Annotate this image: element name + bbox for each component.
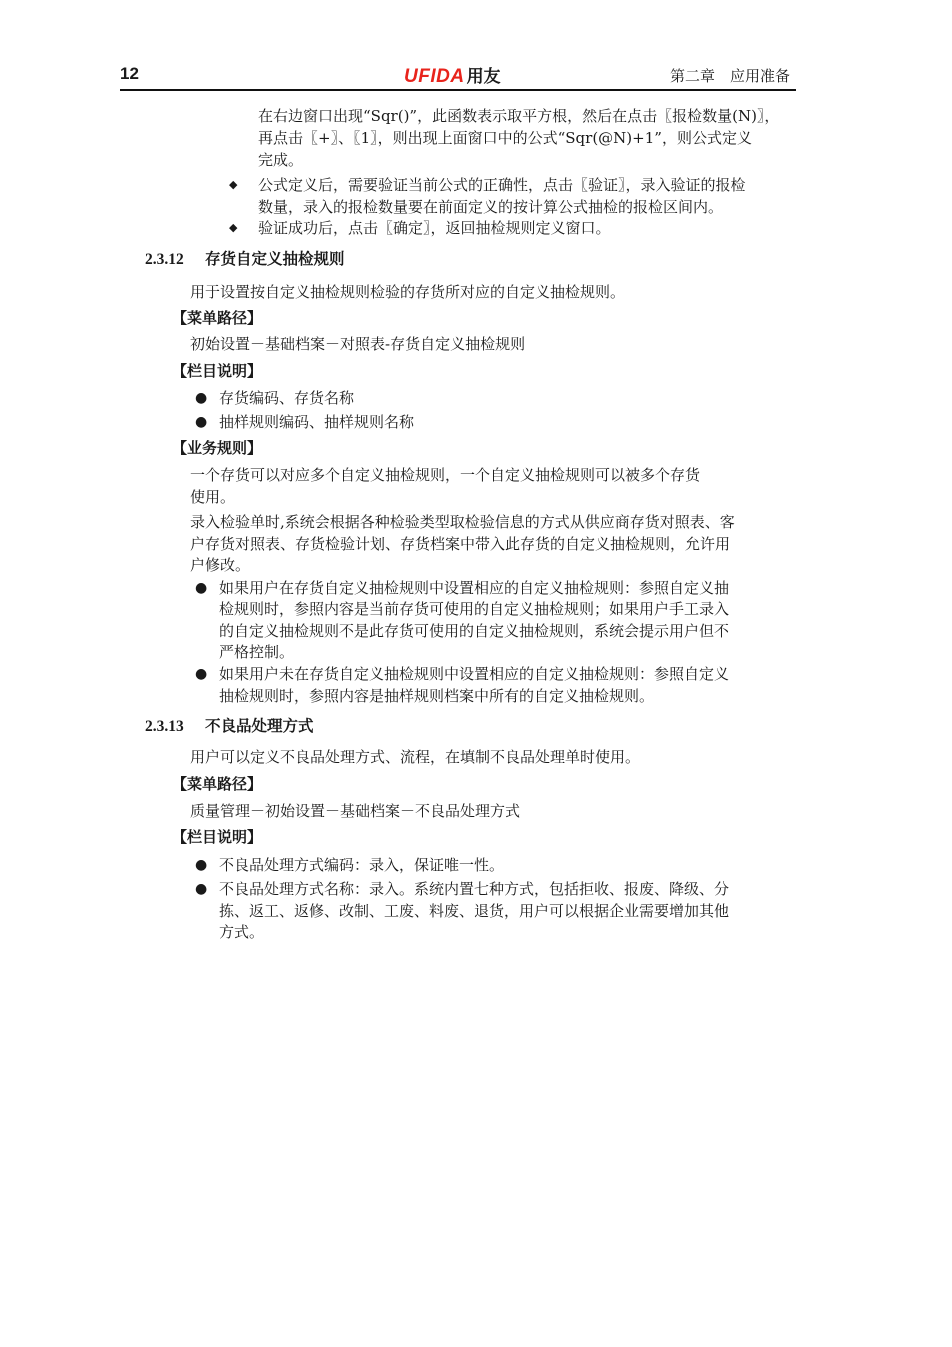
diamond-item-line: 数量，录入的报检数量要在前面定义的按计算公式抽检的报检区间内。 [258,198,724,216]
diamond-item-line: 公式定义后，需要验证当前公式的正确性，点击〖验证〗，录入验证的报检 [258,176,746,194]
rule-bullet-line: 严格控制。 [219,643,295,661]
field-item: 不良品处理方式名称：录入。系统内置七种方式，包括拒收、报废、降级、分 [219,880,730,898]
bullet-icon: ● [195,881,208,897]
diamond-item-line: 验证成功后，点击〖确定〗，返回抽检规则定义窗口。 [258,219,611,237]
page-header [120,64,796,90]
menu-path-label: 【菜单路径】 [172,775,263,793]
rules-paragraph-line: 使用。 [190,488,236,506]
logo-text-cn: 用友 [466,67,501,86]
logo-text-en: UFIDA [404,66,465,87]
fields-label: 【栏目说明】 [172,362,263,380]
bullet-icon: ● [195,857,208,873]
rule-bullet-line: 抽检规则时，参照内容是抽样规则档案中所有的自定义抽检规则。 [219,687,655,705]
intro-line: 再点击〖+〗、〖1〗，则出现上面窗口中的公式“Sqr(@N)+1”，则公式定义 [258,129,752,147]
rules-paragraph-line: 一个存货可以对应多个自定义抽检规则，一个自定义抽检规则可以被多个存货 [190,466,701,484]
header-divider [120,89,796,91]
section-description: 用于设置按自定义抽检规则检验的存货所对应的自定义抽检规则。 [190,283,626,301]
chapter-title: 第二章 应用准备 [669,67,790,85]
bullet-icon: ● [195,390,208,406]
intro-line: 在右边窗口出现“Sqr()”，此函数表示取平方根，然后在点击〖报检数量(N)〗， [258,107,780,125]
section-title: 存货自定义抽检规则 [205,249,345,268]
intro-line: 完成。 [258,151,304,169]
rule-bullet-line: 如果用户在存货自定义抽检规则中设置相应的自定义抽检规则：参照自定义抽 [219,579,730,597]
menu-path: 初始设置－基础档案－对照表-存货自定义抽检规则 [190,335,526,353]
rules-paragraph-line: 户修改。 [190,556,251,574]
section-heading-2-3-12 [145,249,345,270]
menu-path-label: 【菜单路径】 [172,309,263,327]
section-heading-2-3-13 [145,716,314,737]
section-number: 2.3.13 [145,718,184,735]
bullet-icon: ● [195,414,208,430]
ufida-logo [404,62,501,88]
rule-bullet-line: 如果用户未在存货自定义抽检规则中设置相应的自定义抽检规则：参照自定义 [219,665,730,683]
section-title: 不良品处理方式 [205,716,314,735]
rules-paragraph-line: 录入检验单时,系统会根据各种检验类型取检验信息的方式从供应商存货对照表、客 [190,513,735,531]
section-number: 2.3.12 [145,251,184,268]
field-item: 拣、返工、返修、改制、工废、料废、退货，用户可以根据企业需要增加其他 [219,902,730,920]
fields-label: 【栏目说明】 [172,828,263,846]
field-item: 存货编码、存货名称 [219,389,355,407]
rule-bullet-line: 的自定义抽检规则不是此存货可使用的自定义抽检规则，系统会提示用户但不 [219,622,730,640]
field-item: 抽样规则编码、抽样规则名称 [219,413,415,431]
field-item: 方式。 [219,923,265,941]
field-item: 不良品处理方式编码：录入，保证唯一性。 [219,856,505,874]
business-rules-label: 【业务规则】 [172,439,263,457]
bullet-icon: ● [195,666,208,682]
diamond-bullet-icon: ◆ [229,221,238,234]
bullet-icon: ● [195,580,208,596]
rule-bullet-line: 检规则时，参照内容是当前存货可使用的自定义抽检规则；如果用户手工录入 [219,600,730,618]
menu-path: 质量管理－初始设置－基础档案－不良品处理方式 [190,802,521,820]
page-number: 12 [120,64,139,83]
rules-paragraph-line: 户存货对照表、存货检验计划、存货档案中带入此存货的自定义抽检规则，允许用 [190,535,731,553]
section-description: 用户可以定义不良品处理方式、流程，在填制不良品处理单时使用。 [190,748,641,766]
diamond-bullet-icon: ◆ [229,178,238,191]
